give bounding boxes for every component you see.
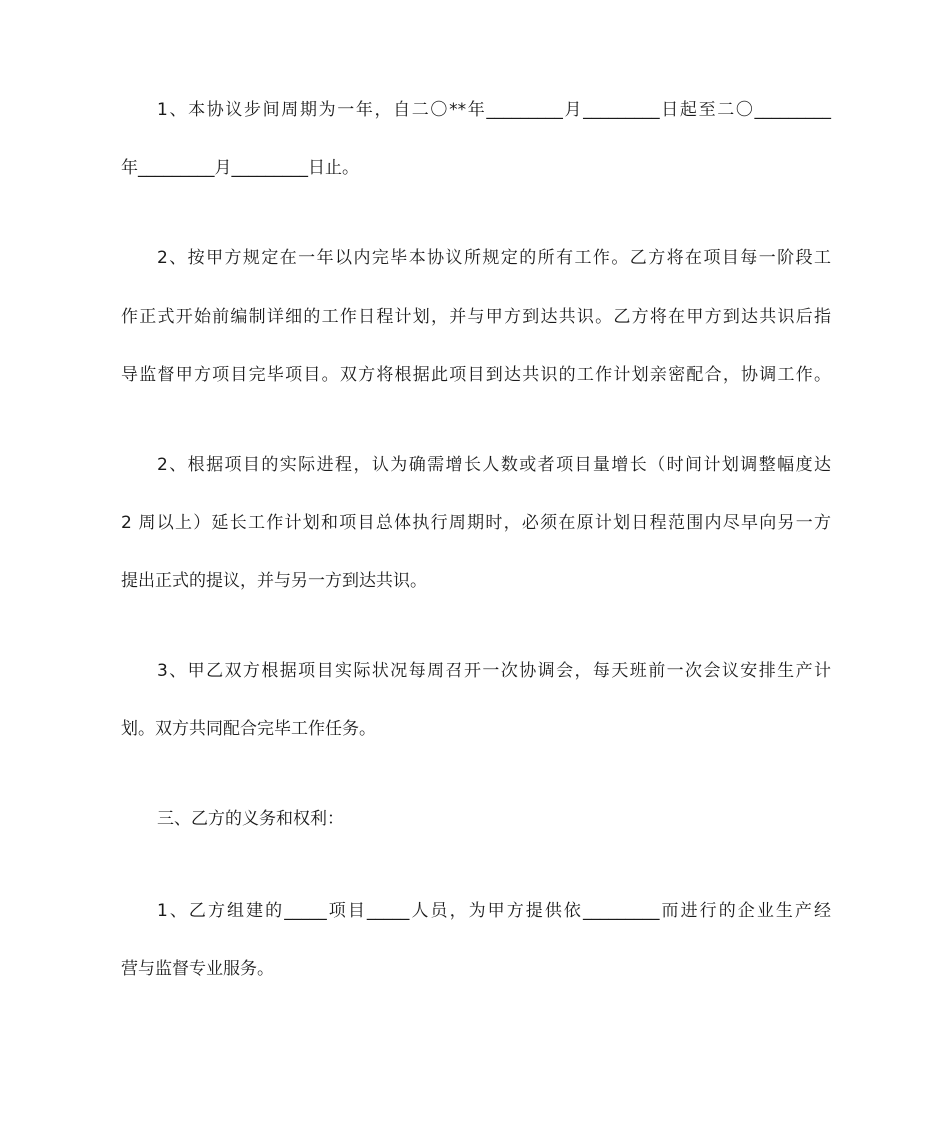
paragraph-4-line-2: 划。双方共同配合完毕工作任务。 [121,719,376,739]
paragraph-3-line-1: 2、根据项目的实际进程，认为确需增长人数或者项目量增长（时间计划调整幅度达 [157,455,831,475]
paragraph-5-line-1: 1、乙方组建的_____项目_____人员，为甲方提供依_________而进行的企业生产经 [157,901,831,921]
paragraph-1-line-2: 年_________月_________日止。 [121,158,359,178]
paragraph-4-line-1: 3、甲乙双方根据项目实际状况每周召开一次协调会，每天班前一次会议安排生产计 [157,661,831,681]
paragraph-1-line-1: 1、本协议步间周期为一年，自二〇**年_________月_________日起至二〇_________ [157,100,831,120]
paragraph-2-line-3: 导监督甲方项目完毕项目。双方将根据此项目到达共识的工作计划亲密配合，协调工作。 [121,365,831,385]
paragraph-2-line-2: 作正式开始前编制详细的工作日程计划，并与甲方到达共识。乙方将在甲方到达共识后指 [121,307,831,327]
paragraph-5-line-2: 营与监督专业服务。 [121,959,274,979]
section-heading: 三、乙方的义务和权利： [157,809,344,829]
paragraph-3-line-2: 2 周以上）延长工作计划和项目总体执行周期时，必须在原计划日程范围内尽早向另一方 [121,513,831,533]
paragraph-3-line-3: 提出正式的提议，并与另一方到达共识。 [121,571,427,591]
paragraph-2-line-1: 2、按甲方规定在一年以内完毕本协议所规定的所有工作。乙方将在项目每一阶段工 [157,248,831,268]
